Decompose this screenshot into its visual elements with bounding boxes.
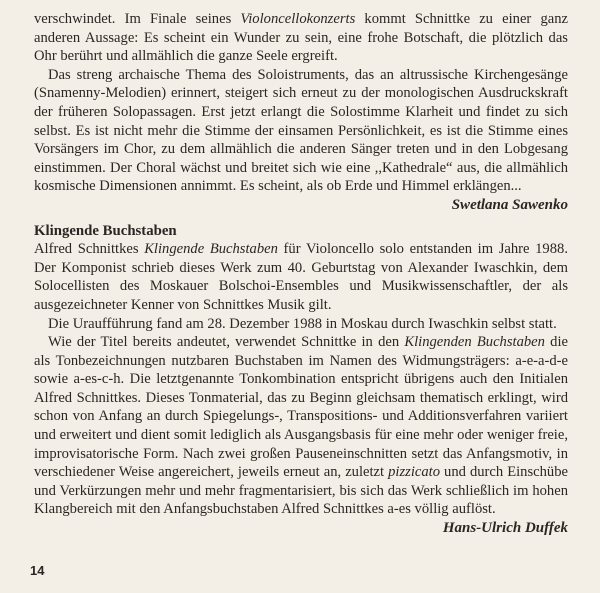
text-run: und durch Einschübe und Verkürzungen mehr und mehr fragmentarisiert, bis sich das Werk schließlich im hohen Klangbereich mit den Anfangsbuchstaben Alfred Schnittkes a-es völlig auflöst. xyxy=(34,464,569,518)
author-signature: Hans-Ulrich Duffek xyxy=(442,520,568,537)
author-line-1 xyxy=(34,196,568,215)
text-run: für Violoncello solo entstanden im Jahre 1988. Der Komponist schrieb dieses Werk zum 40. Geburtstag von Alexander Iwaschkin, dem Solocellisten des Moskauer Bolschoi-Ensembles und Musikwissenschaftler, der als ausgezeichneter Kenner von Schnittkes Musik gilt. xyxy=(34,241,568,313)
work-title: Violoncellokonzerts xyxy=(240,11,356,27)
paragraph-origin xyxy=(34,240,568,314)
paragraph-premiere xyxy=(34,315,568,334)
author-signature: Swetlana Sawenko xyxy=(451,196,568,213)
text-run: Alfred Schnittkes xyxy=(34,241,145,258)
author-line-2 xyxy=(34,519,568,538)
text-run: verschwindet. Im Finale seines xyxy=(34,11,241,27)
paragraph-analysis xyxy=(34,333,568,519)
paragraph-theme xyxy=(34,66,568,196)
article-text xyxy=(34,10,568,538)
text-run: Die Uraufführung fand am 28. Dezember 1988 in Moskau durch Iwaschkin selbst statt. xyxy=(48,315,557,332)
text-run: kommt Schnittke zu einer ganz anderen Aussage: Es scheint ein Wunder zu sein, eine frohe Botschaft, die plötzlich das Ohr berührt und allmählich die ganze Seele ergreift. xyxy=(34,11,568,65)
term-pizzicato: pizzicato xyxy=(388,464,441,481)
section-heading: Klingende Buchstaben xyxy=(34,222,177,239)
text-run: Das streng archaische Thema des Soloistruments, das an altrussische Kirchengesänge (Snamenny-Melodien) erinnert, steigert sich erneut zu der monologischen Ausdruckskraft der früheren Solopassagen. Erst jetzt erlangt die Solostimme Klarheit und findet zu sich selbst. Es ist nicht mehr die Stimme der einsamen Persönlichkeit, es ist die Stimme eines Vorsängers im Chor, zu dem allmählich die anderen Sänger treten und in den Lobgesang einstimmen. Der Choral wächst und breitet sich wie eine ,,Kathedrale“ aus, die allmählich kosmische Dimensionen annimmt. Es scheint, als ob Erde und Himmel erklängen... xyxy=(34,66,568,195)
page-number: 14 xyxy=(30,563,45,578)
work-title: Klingende Buchstaben xyxy=(144,241,278,258)
text-run: die als Tonbezeichnungen nutzbaren Buchstaben im Namen des Widmungsträgers: a-e-a-d-e sowie a-es-c-h. Die letztgenannte Tonkombination entspricht übrigens auch den Initialen Alfred Schnittkes. Dieses Tonmaterial, das zu Beginn gleichsam thematisch erklingt, wird schon von Anfang an durch Spiegelungs-, Transpositions- und Additionsverfahren variiert und erweitert und dient somit lediglich als Ausgangsbasis für eine mehr oder weniger freie, improvisatorische Form. Nach zwei großen Pauseneinschnitten setzt das Anfangsmotiv, in verschiedener Weise angereichert, jeweils erneut an, zuletzt xyxy=(34,334,568,481)
text-run: Wie der Titel bereits andeutet, verwendet Schnittke in den xyxy=(48,334,405,351)
work-title: Klingenden Buchstaben xyxy=(404,334,545,351)
paragraph-finale xyxy=(34,10,568,66)
